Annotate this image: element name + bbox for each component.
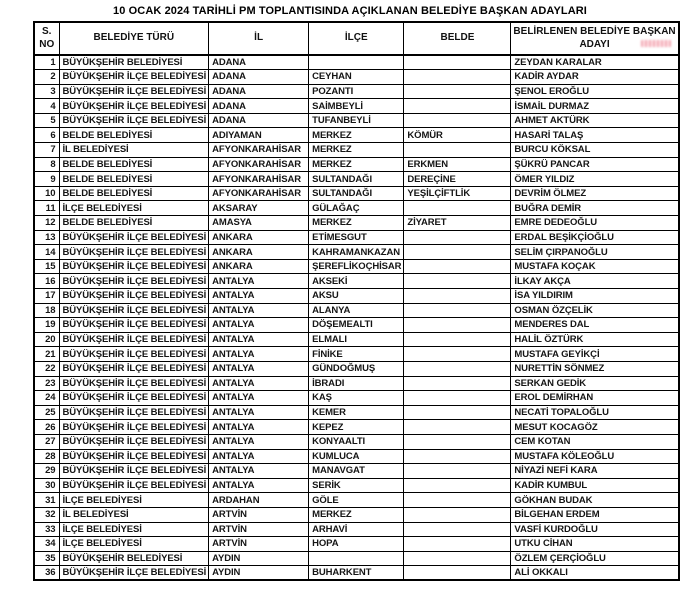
table-row: [34, 201, 679, 216]
cell-candidate: BUĞRA DEMİR: [511, 201, 679, 216]
table-row: [34, 143, 679, 158]
cell-district: KAHRAMANKAZAN: [309, 245, 404, 260]
table-row: [34, 405, 679, 420]
cell-district: KEMER: [309, 405, 404, 420]
cell-town: [404, 507, 511, 522]
cell-town: [404, 405, 511, 420]
table-row: [34, 245, 679, 260]
cell-province: ADANA: [209, 99, 309, 114]
cell-no: 22: [34, 361, 59, 376]
cell-province: AFYONKARAHİSAR: [209, 172, 309, 187]
cell-no: 36: [34, 566, 59, 581]
cell-town: DEREÇİNE: [404, 172, 511, 187]
cell-district: KAŞ: [309, 391, 404, 406]
cell-district: CEYHAN: [309, 70, 404, 85]
table-row: [34, 99, 679, 114]
cell-no: 35: [34, 551, 59, 566]
cell-type: BÜYÜKŞEHİR İLÇE BELEDİYESİ: [59, 420, 209, 435]
table-row: [34, 84, 679, 99]
cell-candidate: SELİM ÇIRPANOĞLU: [511, 245, 679, 260]
cell-type: BÜYÜKŞEHİR İLÇE BELEDİYESİ: [59, 99, 209, 114]
cell-no: 3: [34, 84, 59, 99]
cell-type: BÜYÜKŞEHİR İLÇE BELEDİYESİ: [59, 464, 209, 479]
cell-type: BÜYÜKŞEHİR İLÇE BELEDİYESİ: [59, 289, 209, 304]
cell-district: ARHAVİ: [309, 522, 404, 537]
cell-province: ANTALYA: [209, 434, 309, 449]
cell-type: İLÇE BELEDİYESİ: [59, 201, 209, 216]
cell-candidate: ÖMER YILDIZ: [511, 172, 679, 187]
cell-candidate: NECATİ TOPALOĞLU: [511, 405, 679, 420]
table-body: [34, 55, 679, 580]
table-row: [34, 303, 679, 318]
cell-province: ARTVİN: [209, 537, 309, 552]
cell-town: [404, 522, 511, 537]
cell-province: ADANA: [209, 70, 309, 85]
cell-no: 14: [34, 245, 59, 260]
cell-town: [404, 551, 511, 566]
cell-type: BELDE BELEDİYESİ: [59, 157, 209, 172]
cell-district: ŞEREFLİKOÇHİSAR: [309, 259, 404, 274]
header-province: İL: [209, 22, 309, 55]
candidates-table: [33, 21, 680, 581]
header-district: İLÇE: [309, 22, 404, 55]
table-row: [34, 464, 679, 479]
cell-type: BÜYÜKŞEHİR İLÇE BELEDİYESİ: [59, 230, 209, 245]
cell-type: BÜYÜKŞEHİR İLÇE BELEDİYESİ: [59, 376, 209, 391]
cell-district: FİNİKE: [309, 347, 404, 362]
cell-candidate: ŞÜKRÜ PANCAR: [511, 157, 679, 172]
cell-district: KONYAALTI: [309, 434, 404, 449]
cell-type: BÜYÜKŞEHİR İLÇE BELEDİYESİ: [59, 566, 209, 581]
cell-no: 19: [34, 318, 59, 333]
cell-district: SULTANDAĞI: [309, 172, 404, 187]
cell-candidate: EMRE DEDEOĞLU: [511, 216, 679, 231]
cell-district: HOPA: [309, 537, 404, 552]
cell-candidate: GÖKHAN BUDAK: [511, 493, 679, 508]
cell-province: ANTALYA: [209, 478, 309, 493]
table-row: [34, 216, 679, 231]
cell-no: 20: [34, 332, 59, 347]
cell-no: 21: [34, 347, 59, 362]
cell-candidate: HALİL ÖZTÜRK: [511, 332, 679, 347]
cell-district: MERKEZ: [309, 157, 404, 172]
table-row: [34, 332, 679, 347]
cell-province: AYDIN: [209, 551, 309, 566]
cell-town: [404, 230, 511, 245]
cell-no: 23: [34, 376, 59, 391]
table-row: [34, 478, 679, 493]
cell-no: 29: [34, 464, 59, 479]
cell-candidate: CEM KOTAN: [511, 434, 679, 449]
cell-province: ANTALYA: [209, 347, 309, 362]
cell-no: 4: [34, 99, 59, 114]
cell-province: ANTALYA: [209, 464, 309, 479]
cell-candidate: İSA YILDIRIM: [511, 289, 679, 304]
cell-town: [404, 245, 511, 260]
cell-province: ANKARA: [209, 230, 309, 245]
table-row: [34, 551, 679, 566]
header-town: BELDE: [404, 22, 511, 55]
cell-candidate: ÖZLEM ÇERÇİOĞLU: [511, 551, 679, 566]
cell-district: POZANTI: [309, 84, 404, 99]
cell-candidate: MESUT KOCAGÖZ: [511, 420, 679, 435]
cell-district: ELMALI: [309, 332, 404, 347]
cell-district: GÖLE: [309, 493, 404, 508]
cell-district: MERKEZ: [309, 143, 404, 158]
cell-province: ARTVİN: [209, 507, 309, 522]
cell-town: [404, 332, 511, 347]
cell-candidate: VASFİ KURDOĞLU: [511, 522, 679, 537]
cell-district: SAİMBEYLİ: [309, 99, 404, 114]
cell-no: 24: [34, 391, 59, 406]
cell-type: BÜYÜKŞEHİR İLÇE BELEDİYESİ: [59, 434, 209, 449]
cell-province: ADANA: [209, 113, 309, 128]
cell-district: İBRADI: [309, 376, 404, 391]
cell-no: 10: [34, 186, 59, 201]
cell-province: AFYONKARAHİSAR: [209, 157, 309, 172]
cell-type: İL BELEDİYESİ: [59, 507, 209, 522]
cell-type: BÜYÜKŞEHİR İLÇE BELEDİYESİ: [59, 405, 209, 420]
table-row: [34, 259, 679, 274]
cell-town: [404, 478, 511, 493]
cell-province: ANTALYA: [209, 449, 309, 464]
cell-town: [404, 143, 511, 158]
cell-no: 2: [34, 70, 59, 85]
cell-province: ANTALYA: [209, 420, 309, 435]
cell-candidate: MUSTAFA KOÇAK: [511, 259, 679, 274]
cell-town: [404, 449, 511, 464]
table-row: [34, 274, 679, 289]
cell-no: 7: [34, 143, 59, 158]
cell-province: ANTALYA: [209, 361, 309, 376]
cell-province: ANKARA: [209, 259, 309, 274]
cell-type: İL BELEDİYESİ: [59, 143, 209, 158]
cell-town: [404, 274, 511, 289]
cell-province: ANTALYA: [209, 332, 309, 347]
cell-town: [404, 55, 511, 70]
cell-no: 9: [34, 172, 59, 187]
cell-no: 32: [34, 507, 59, 522]
cell-town: [404, 464, 511, 479]
cell-town: [404, 566, 511, 581]
cell-no: 5: [34, 113, 59, 128]
cell-no: 15: [34, 259, 59, 274]
cell-town: [404, 318, 511, 333]
cell-candidate: ŞENOL EROĞLU: [511, 84, 679, 99]
cell-candidate: BURCU KÖKSAL: [511, 143, 679, 158]
cell-province: AFYONKARAHİSAR: [209, 186, 309, 201]
cell-town: [404, 420, 511, 435]
cell-type: BÜYÜKŞEHİR İLÇE BELEDİYESİ: [59, 318, 209, 333]
cell-candidate: ALİ OKKALI: [511, 566, 679, 581]
table-row: [34, 376, 679, 391]
cell-district: SERİK: [309, 478, 404, 493]
table-row: [34, 391, 679, 406]
cell-town: [404, 259, 511, 274]
cell-no: 25: [34, 405, 59, 420]
cell-no: 13: [34, 230, 59, 245]
cell-town: [404, 113, 511, 128]
cell-type: BÜYÜKŞEHİR İLÇE BELEDİYESİ: [59, 347, 209, 362]
cell-no: 33: [34, 522, 59, 537]
header-municipality-type: BELEDİYE TÜRÜ: [59, 22, 209, 55]
header-serial-no-line2: NO: [39, 38, 55, 50]
cell-candidate: NURETTİN SÖNMEZ: [511, 361, 679, 376]
cell-district: MANAVGAT: [309, 464, 404, 479]
cell-type: BELDE BELEDİYESİ: [59, 216, 209, 231]
cell-district: GÜLAĞAÇ: [309, 201, 404, 216]
cell-province: ANKARA: [209, 245, 309, 260]
cell-type: BÜYÜKŞEHİR İLÇE BELEDİYESİ: [59, 245, 209, 260]
cell-type: BÜYÜKŞEHİR BELEDİYESİ: [59, 551, 209, 566]
cell-type: BELDE BELEDİYESİ: [59, 128, 209, 143]
cell-type: BÜYÜKŞEHİR İLÇE BELEDİYESİ: [59, 303, 209, 318]
cell-province: AFYONKARAHİSAR: [209, 143, 309, 158]
cell-candidate: SERKAN GEDİK: [511, 376, 679, 391]
cell-candidate: MUSTAFA GEYİKÇİ: [511, 347, 679, 362]
cell-province: ADANA: [209, 84, 309, 99]
cell-type: BÜYÜKŞEHİR İLÇE BELEDİYESİ: [59, 361, 209, 376]
cell-no: 8: [34, 157, 59, 172]
cell-candidate: MUSTAFA KÖLEOĞLU: [511, 449, 679, 464]
table-row: [34, 493, 679, 508]
cell-no: 34: [34, 537, 59, 552]
cell-type: BÜYÜKŞEHİR İLÇE BELEDİYESİ: [59, 70, 209, 85]
table-row: [34, 186, 679, 201]
table-row: [34, 55, 679, 70]
cell-province: ARTVİN: [209, 522, 309, 537]
cell-no: 16: [34, 274, 59, 289]
cell-candidate: KADİR AYDAR: [511, 70, 679, 85]
cell-district: MERKEZ: [309, 216, 404, 231]
cell-no: 28: [34, 449, 59, 464]
cell-no: 27: [34, 434, 59, 449]
cell-province: ANTALYA: [209, 405, 309, 420]
cell-town: ZİYARET: [404, 216, 511, 231]
cell-district: [309, 55, 404, 70]
cell-type: BÜYÜKŞEHİR İLÇE BELEDİYESİ: [59, 391, 209, 406]
cell-district: [309, 551, 404, 566]
cell-type: BÜYÜKŞEHİR İLÇE BELEDİYESİ: [59, 259, 209, 274]
cell-town: [404, 347, 511, 362]
cell-type: BELDE BELEDİYESİ: [59, 186, 209, 201]
header-serial-no-line1: S.: [42, 26, 52, 37]
cell-province: AKSARAY: [209, 201, 309, 216]
cell-district: ETİMESGUT: [309, 230, 404, 245]
cell-candidate: MENDERES DAL: [511, 318, 679, 333]
cell-province: ANTALYA: [209, 303, 309, 318]
cell-district: KEPEZ: [309, 420, 404, 435]
cell-type: İLÇE BELEDİYESİ: [59, 522, 209, 537]
table-row: [34, 522, 679, 537]
cell-town: [404, 391, 511, 406]
cell-no: 30: [34, 478, 59, 493]
cell-candidate: ERDAL BEŞİKÇİOĞLU: [511, 230, 679, 245]
cell-type: BÜYÜKŞEHİR İLÇE BELEDİYESİ: [59, 113, 209, 128]
table-row: [34, 347, 679, 362]
page-title: 10 OCAK 2024 TARİHLİ PM TOPLANTISINDA AÇIKLANAN BELEDİYE BAŞKAN ADAYLARI: [113, 5, 587, 17]
table-row: [34, 449, 679, 464]
cell-type: BÜYÜKŞEHİR İLÇE BELEDİYESİ: [59, 478, 209, 493]
cell-no: 18: [34, 303, 59, 318]
cell-district: DÖŞEMEALTI: [309, 318, 404, 333]
cell-candidate: İLKAY AKÇA: [511, 274, 679, 289]
cell-town: [404, 376, 511, 391]
cell-candidate: ZEYDAN KARALAR: [511, 55, 679, 70]
cell-district: MERKEZ: [309, 507, 404, 522]
cell-candidate: UTKU CİHAN: [511, 537, 679, 552]
cell-type: BÜYÜKŞEHİR BELEDİYESİ: [59, 55, 209, 70]
cell-type: BÜYÜKŞEHİR İLÇE BELEDİYESİ: [59, 84, 209, 99]
cell-type: BÜYÜKŞEHİR İLÇE BELEDİYESİ: [59, 332, 209, 347]
cell-province: ANTALYA: [209, 376, 309, 391]
table-row: [34, 318, 679, 333]
cell-town: [404, 201, 511, 216]
table-row: [34, 420, 679, 435]
cell-type: BÜYÜKŞEHİR İLÇE BELEDİYESİ: [59, 449, 209, 464]
cell-candidate: DEVRİM ÖLMEZ: [511, 186, 679, 201]
cell-candidate: EROL DEMİRHAN: [511, 391, 679, 406]
header-serial-no: [34, 22, 59, 55]
header-candidate-line2: ADAYI: [579, 38, 610, 50]
cell-no: 26: [34, 420, 59, 435]
cell-type: BELDE BELEDİYESİ: [59, 172, 209, 187]
cell-type: BÜYÜKŞEHİR İLÇE BELEDİYESİ: [59, 274, 209, 289]
cell-province: ADANA: [209, 55, 309, 70]
cell-town: [404, 289, 511, 304]
cell-town: [404, 493, 511, 508]
cell-province: ADIYAMAN: [209, 128, 309, 143]
cell-district: GÜNDOĞMUŞ: [309, 361, 404, 376]
cell-type: İLÇE BELEDİYESİ: [59, 493, 209, 508]
header-candidate-line1: BELİRLENEN BELEDİYE BAŞKAN: [513, 26, 676, 37]
table-row: [34, 230, 679, 245]
cell-district: ALANYA: [309, 303, 404, 318]
cell-no: 17: [34, 289, 59, 304]
cell-candidate: OSMAN ÖZÇELİK: [511, 303, 679, 318]
table-row: [34, 361, 679, 376]
cell-district: SULTANDAĞI: [309, 186, 404, 201]
cell-province: ANTALYA: [209, 274, 309, 289]
cell-candidate: KADİR KUMBUL: [511, 478, 679, 493]
cell-candidate: NİYAZİ NEFİ KARA: [511, 464, 679, 479]
cell-town: [404, 70, 511, 85]
cell-type: İLÇE BELEDİYESİ: [59, 537, 209, 552]
table-row: [34, 113, 679, 128]
cell-no: 11: [34, 201, 59, 216]
cell-district: BUHARKENT: [309, 566, 404, 581]
cell-province: AMASYA: [209, 216, 309, 231]
table-row: [34, 434, 679, 449]
cell-candidate: HASARİ TALAŞ: [511, 128, 679, 143]
cell-district: KUMLUCA: [309, 449, 404, 464]
cell-town: [404, 303, 511, 318]
cell-province: ANTALYA: [209, 391, 309, 406]
cell-no: 1: [34, 55, 59, 70]
header-row: [34, 22, 679, 55]
cell-town: YEŞİLÇİFTLİK: [404, 186, 511, 201]
table-row: [34, 289, 679, 304]
table-row: [34, 507, 679, 522]
cell-town: [404, 99, 511, 114]
cell-town: ERKMEN: [404, 157, 511, 172]
table-row: [34, 566, 679, 581]
table-row: [34, 172, 679, 187]
cell-no: 6: [34, 128, 59, 143]
cell-candidate: İSMAİL DURMAZ: [511, 99, 679, 114]
cell-district: TUFANBEYLİ: [309, 113, 404, 128]
table-row: [34, 157, 679, 172]
cell-no: 31: [34, 493, 59, 508]
table-row: [34, 537, 679, 552]
cell-province: ANTALYA: [209, 318, 309, 333]
cell-town: KÖMÜR: [404, 128, 511, 143]
table-row: [34, 70, 679, 85]
cell-province: AYDIN: [209, 566, 309, 581]
cell-province: ARDAHAN: [209, 493, 309, 508]
table-header: [34, 22, 679, 55]
cell-town: [404, 537, 511, 552]
cell-province: ANTALYA: [209, 289, 309, 304]
cell-no: 12: [34, 216, 59, 231]
cell-district: MERKEZ: [309, 128, 404, 143]
cell-candidate: BİLGEHAN ERDEM: [511, 507, 679, 522]
cell-town: [404, 434, 511, 449]
cell-town: [404, 361, 511, 376]
table-row: [34, 128, 679, 143]
cell-candidate: AHMET AKTÜRK: [511, 113, 679, 128]
cell-district: AKSU: [309, 289, 404, 304]
cell-district: AKSEKİ: [309, 274, 404, 289]
header-candidate: [511, 22, 679, 55]
cell-town: [404, 84, 511, 99]
